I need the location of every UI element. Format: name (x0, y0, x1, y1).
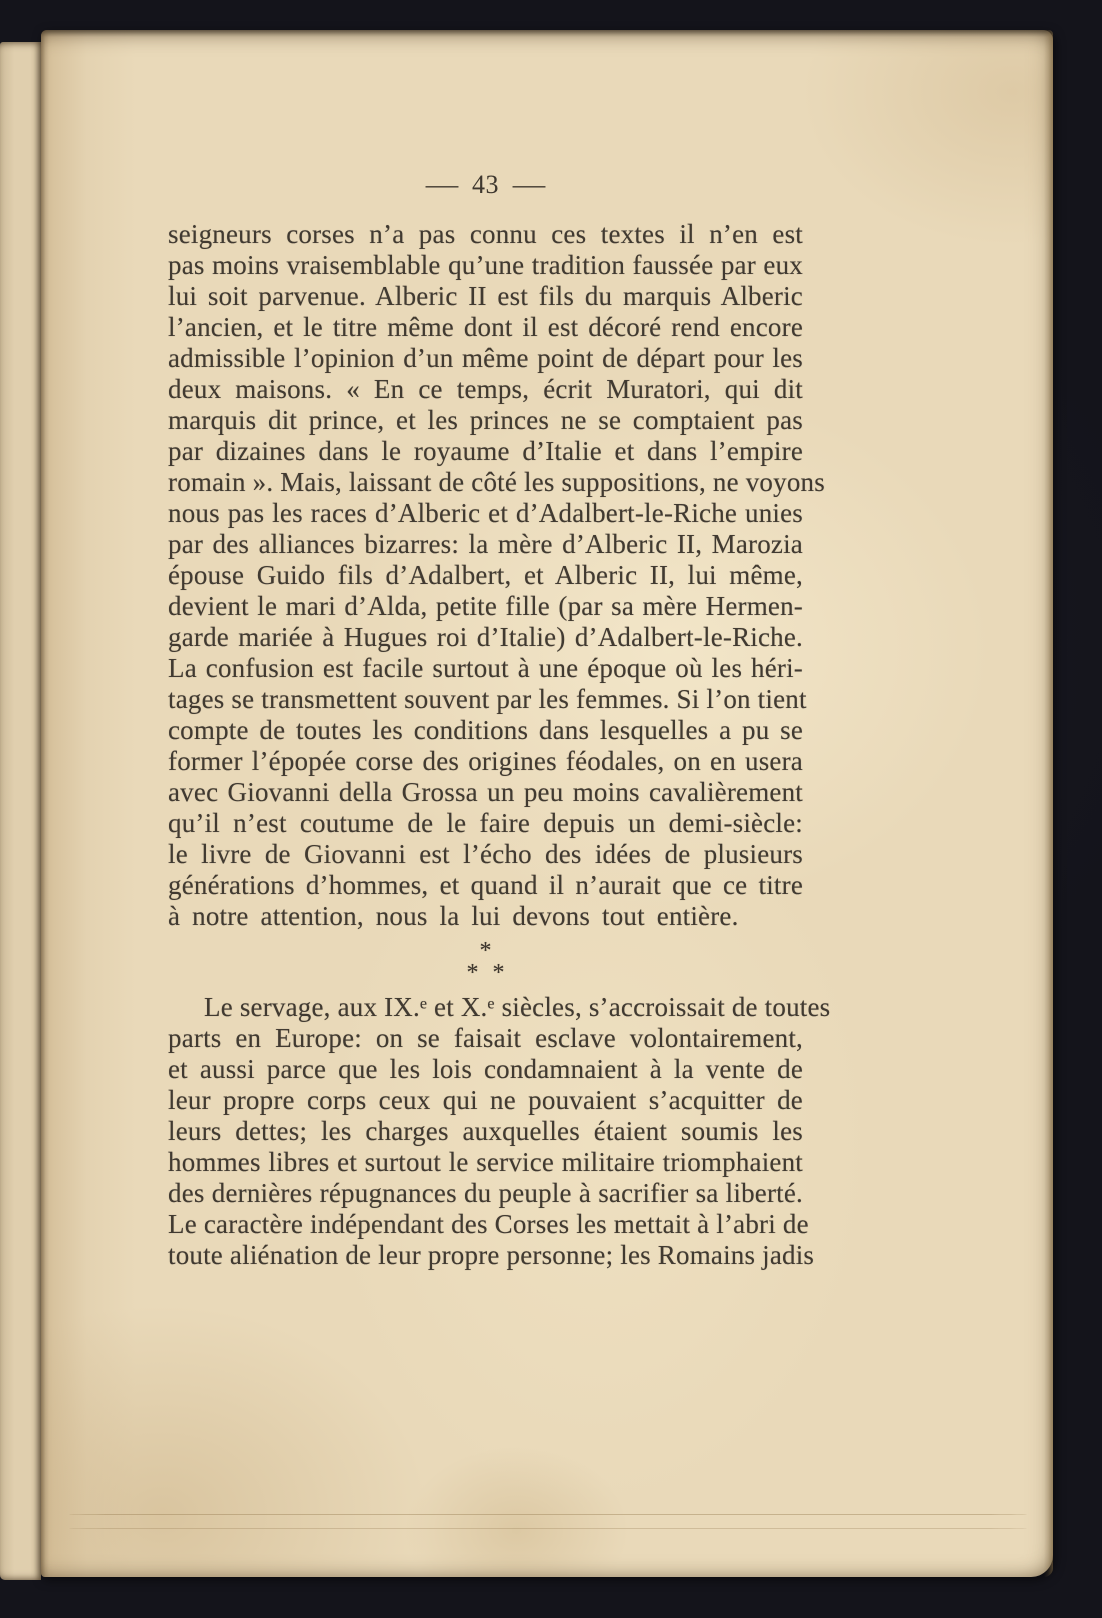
page-stack-line (69, 1514, 1027, 1515)
text-line: avec Giovanni della Grossa un peu moins cavalièrement (168, 777, 803, 807)
page-top-edge (41, 30, 1053, 37)
text-line: pas moins vraisemblable qu’une tradition faussée par eux (168, 250, 803, 280)
asterisk-divider (168, 932, 803, 992)
page-stack-line (69, 1528, 1027, 1529)
paragraph-2 (168, 992, 831, 1271)
paragraph-1 (168, 219, 825, 932)
divider-asterisk-bottom: * * (466, 960, 505, 986)
page-number: 43 (472, 170, 499, 199)
text-line: et aussi parce que les lois condamnaient à la vente de (168, 1054, 803, 1084)
text-line: épouse Guido fils d’Adalbert, et Alberic II, lui même, (168, 560, 803, 590)
text-line: devient le mari d’Alda, petite fille (par sa mère Hermen- (168, 591, 803, 621)
text-line: toute aliénation de leur propre personne; les Romains jadis (168, 1240, 815, 1270)
text-line: leur propre corps ceux qui ne pouvaient s’acquitter de (168, 1085, 803, 1115)
text-line: lui soit parvenue. Alberic II est fils du marquis Alberic (168, 281, 803, 311)
text-line: marquis dit prince, et les princes ne se comptaient pas (168, 405, 803, 435)
text-line: leurs dettes; les charges auxquelles étaient soumis les (168, 1116, 803, 1146)
text-line: par des alliances bizarres: la mère d’Alberic II, Marozia (168, 529, 803, 559)
text-line: nous pas les races d’Alberic et d’Adalbert-le-Riche unies (168, 498, 803, 528)
text-line: former l’épopée corse des origines féodales, on en usera (168, 746, 803, 776)
page-text (168, 219, 831, 1271)
text-line: Le servage, aux IX.ᵉ et X.ᵉ siècles, s’accroissait de toutes (204, 992, 831, 1022)
header-dash-right: — (512, 170, 546, 199)
text-line: le livre de Giovanni est l’écho des idées de plusieurs (168, 839, 803, 869)
header-dash-left: — (425, 170, 459, 199)
book-page (41, 30, 1053, 1577)
text-line: compte de toutes les conditions dans lesquelles a pu se (168, 715, 803, 745)
text-line: à notre attention, nous la lui devons tout entière. (168, 901, 739, 931)
text-line: La confusion est facile surtout à une époque où les héri- (168, 653, 803, 683)
text-line: Le caractère indépendant des Corses les mettait à l’abri de (168, 1209, 809, 1239)
text-line: garde mariée à Hugues roi d’Italie) d’Adalbert-le-Riche. (168, 622, 803, 652)
text-line: qu’il n’est coutume de le faire depuis un demi-siècle: (168, 808, 803, 838)
text-line: hommes libres et surtout le service militaire triomphaient (168, 1147, 803, 1177)
text-line: générations d’hommes, et quand il n’aurait que ce titre (168, 870, 803, 900)
text-line: parts en Europe: on se faisait esclave volontairement, (168, 1023, 803, 1053)
text-line: des dernières répugnances du peuple à sacrifier sa liberté. (168, 1178, 803, 1208)
text-line: par dizaines dans le royaume d’Italie et dans l’empire (168, 436, 803, 466)
divider-asterisk-top: * (479, 938, 492, 964)
text-line: deux maisons. « En ce temps, écrit Muratori, qui dit (168, 374, 803, 404)
text-line: admissible l’opinion d’un même point de départ pour les (168, 343, 803, 373)
text-line: romain ». Mais, laissant de côté les suppositions, ne voyons (168, 467, 825, 497)
gutter-crease (41, 30, 49, 1577)
previous-page-edge (0, 42, 41, 1580)
text-line: l’ancien, et le titre même dont il est décoré rend encore (168, 312, 803, 342)
text-line: seigneurs corses n’a pas connu ces textes il n’en est (168, 219, 803, 249)
page-header (168, 170, 803, 200)
text-line: tages se transmettent souvent par les femmes. Si l’on tient (168, 684, 807, 714)
page-deckle-edge (1044, 30, 1053, 1577)
